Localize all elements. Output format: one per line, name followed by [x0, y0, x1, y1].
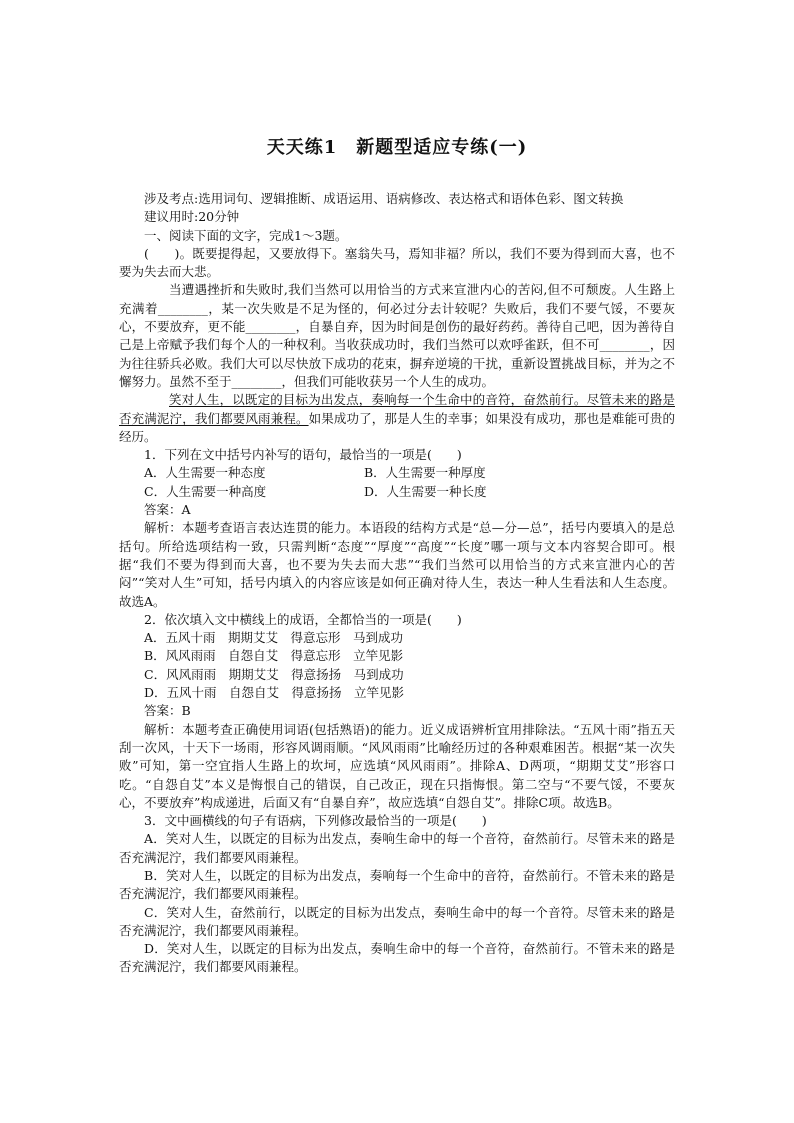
- question-1-option-b: B．人生需要一种厚度: [364, 465, 486, 481]
- task-line: 一、阅读下面的文字，完成1～3题。: [144, 227, 348, 243]
- question-3-option-d: D．笑对人生，以既定的目标为出发点，奏响生命中的每一个音符，奋然前行。不管未来的路是否充满泥泞，我们都要风雨兼程。: [119, 941, 675, 975]
- question-3-option-b: B．笑对人生，以既定的目标为出发点，奏响每一个生命中的音符，奋然前行。不管未来的路是否充满泥泞，我们都要风雨兼程。: [119, 867, 675, 902]
- question-2-option-d: D．五风十雨 自怨自艾 得意扬扬 立竿见影: [144, 685, 405, 701]
- question-1-option-c: C．人生需要一种高度: [144, 483, 267, 499]
- question-2-option-a: A．五风十雨 期期艾艾 得意忘形 马到成功: [144, 630, 404, 646]
- question-1-stem: 1．下列在文中括号内补写的语句，最恰当的一项是( ): [144, 447, 462, 463]
- passage-paragraph-1: ( )。既要提得起，又要放得下。塞翁失马，焉知非福？所以，我们不要为得到而大喜，也不要为失去而大悲。: [119, 245, 675, 280]
- passage-paragraph-3: [119, 391, 675, 446]
- question-3-option-c: C．笑对人生，奋然前行，以既定的目标为出发点，奏响生命中的每一个音符。尽管未来的路是否充满泥泞，我们都要风雨兼程。: [119, 904, 675, 938]
- paragraph-3-rest: 如果成功了，那是人生的幸事；如果没有成功，那也是难能可贵的经历。: [119, 410, 675, 444]
- question-2-stem: 2．依次填入文中横线上的成语，全都恰当的一项是( ): [144, 611, 462, 627]
- question-1-answer: 答案：A: [144, 502, 191, 518]
- time-line: 建议用时:20分钟: [144, 209, 240, 225]
- passage-paragraph-2: 当遭遇挫折和失败时,我们当然可以用恰当的方式来宣泄内心的苦闷,但不可颓废。人生路上充满着________，某一次失败是不足为怪的，何必过分去计较呢？失败后，我们不要气馁，不要灰心，不要放弃，更不能________，自暴自弃，因为时间是创伤的最好药药。善待自己吧，因为善待自己是上帝赋予我们每个人的一种权利。当收获成功时，我们当然可以欢呼雀跃，但不可________，因为往往骄兵必败。我们大可以尽快放下成功的花束，摒弃逆境的干扰，重新设置挑战目标，并为之不懈努力。虽然不至于________，但我们可能收获另一个人生的成功。: [119, 282, 675, 389]
- question-3-option-a: A．笑对人生，以既定的目标为出发点，奏响生命中的每一个音符，奋然前行。尽管未来的路是否充满泥泞，我们都要风雨兼程。: [119, 831, 675, 865]
- question-2-answer: 答案：B: [144, 703, 191, 719]
- underlined-sentence: 笑对人生，以既定的目标为出发点，奏响每一个生命中的音符，奋然前行。尽管未来的路是否充满泥泞，我们都要风雨兼程。: [119, 392, 675, 426]
- document-body: [119, 190, 675, 977]
- question-1-option-d: D．人生需要一种长度: [364, 483, 487, 499]
- question-1-analysis: 解析：本题考查语言表达连贯的能力。本语段的结构方式是“总—分—总”，括号内要填入的是总括句。所给选项结构一致，只需判断“态度”“厚度”“高度”“长度”哪一项与文本内容契合即可。根据“我们不要为得到而大喜，也不要为失去而大悲”“我们当然可以用恰当的方式来宣泄内心的苦闷”“笑对人生”可知，括号内填入的内容应该是如何正确对待人生，表达一种人生看法和人生态度。故选A。: [119, 520, 675, 609]
- topics-line: 涉及考点:选用词句、逻辑推断、成语运用、语病修改、表达格式和语体色彩、图文转换: [144, 191, 624, 206]
- question-1-options-row-2: [119, 483, 675, 501]
- question-2-analysis: 解析：本题考查正确使用词语(包括熟语)的能力。近义成语辨析宜用排除法。“五风十雨”指五天刮一次风，十天下一场雨，形容风调雨顺。“风风雨雨”比喻经历过的各种艰难困苦。根据“某一次失败”可知，第一空宜指人生路上的坎坷，应选填“风风雨雨”。排除A、D两项，“期期艾艾”形容口吃。“自怨自艾”本义是悔恨自己的错误，自己改正，现在只指悔恨。第二空与“不要气馁，不要灰心，不要放弃”构成递进，后面又有“自暴自弃”，故应选填“自怨自艾”。排除C项。故选B。: [119, 721, 675, 810]
- question-1-options-row-1: [119, 464, 675, 482]
- page-title: 天天练1 新题型适应专练(一): [266, 137, 528, 158]
- question-2-option-b: B．风风雨雨 自怨自艾 得意忘形 立竿见影: [144, 648, 404, 664]
- question-3-stem: 3．文中画横线的句子有语病，下列修改最恰当的一项是( ): [144, 813, 487, 829]
- question-1-option-a: A．人生需要一种态度: [144, 465, 266, 481]
- question-2-option-c: C．风风雨雨 期期艾艾 得意扬扬 马到成功: [144, 666, 404, 682]
